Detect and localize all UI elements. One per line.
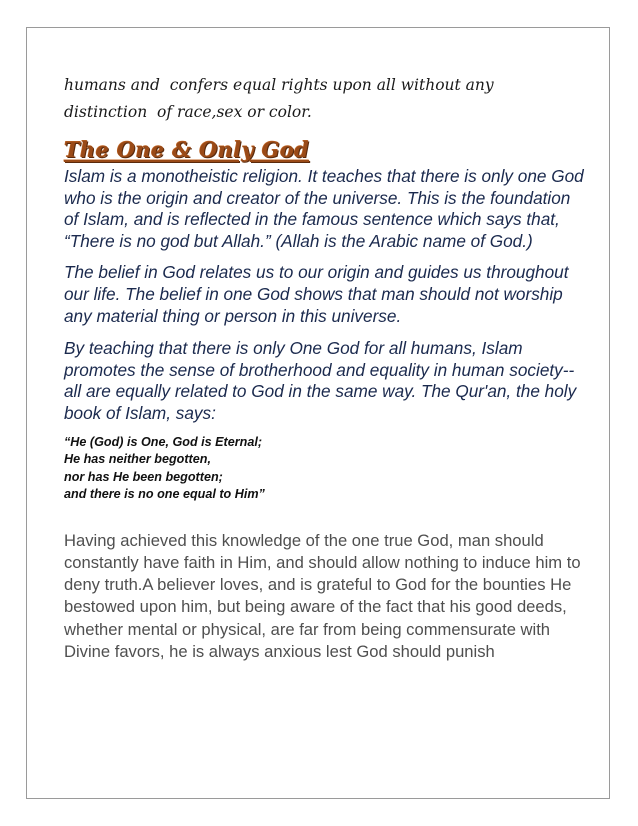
intro-line-1: humans and confers equal rights upon all without any bbox=[64, 76, 494, 94]
paragraph-brotherhood: By teaching that there is only One God for all humans, Islam promotes the sense of brotherhood and equality in human society--all are equally related to God in the same way. The Qur'an, the holy book of Islam, says: bbox=[64, 338, 577, 423]
quote-line: nor has He been begotten; bbox=[64, 469, 223, 484]
section-heading: The One & Only God bbox=[64, 137, 310, 162]
paragraph-faith: Having achieved this knowledge of the one true God, man should constantly have faith in Him, and should allow nothing to induce him to deny truth.A believer loves, and is grateful to God for the bounties He bestowed upon him, but being aware of the fact that his good deeds, whether mental or physical, are far from being commensurate with Divine favors, he is always anxious lest God should punish bbox=[64, 530, 581, 662]
intro-text bbox=[64, 72, 584, 126]
quote-line: “He (God) is One, God is Eternal; bbox=[64, 434, 263, 449]
intro-line-2: distinction of race,sex or color. bbox=[64, 103, 312, 121]
quote-line: and there is no one equal to Him” bbox=[64, 487, 265, 502]
paragraph-monotheism: Islam is a monotheistic religion. It teaches that there is only one God who is the origin and creator of the universe. This is the foundation of Islam, and is reflected in the famous sentence which says that, “There is no god but Allah.” (Allah is the Arabic name of God.) bbox=[64, 166, 584, 251]
quote-line: He has neither begotten, bbox=[64, 452, 211, 467]
paragraph-belief: The belief in God relates us to our origin and guides us throughout our life. The belief in one God shows that man should not worship any material thing or person in this universe. bbox=[64, 262, 569, 326]
page-content bbox=[64, 72, 584, 663]
quran-quote bbox=[64, 434, 584, 504]
